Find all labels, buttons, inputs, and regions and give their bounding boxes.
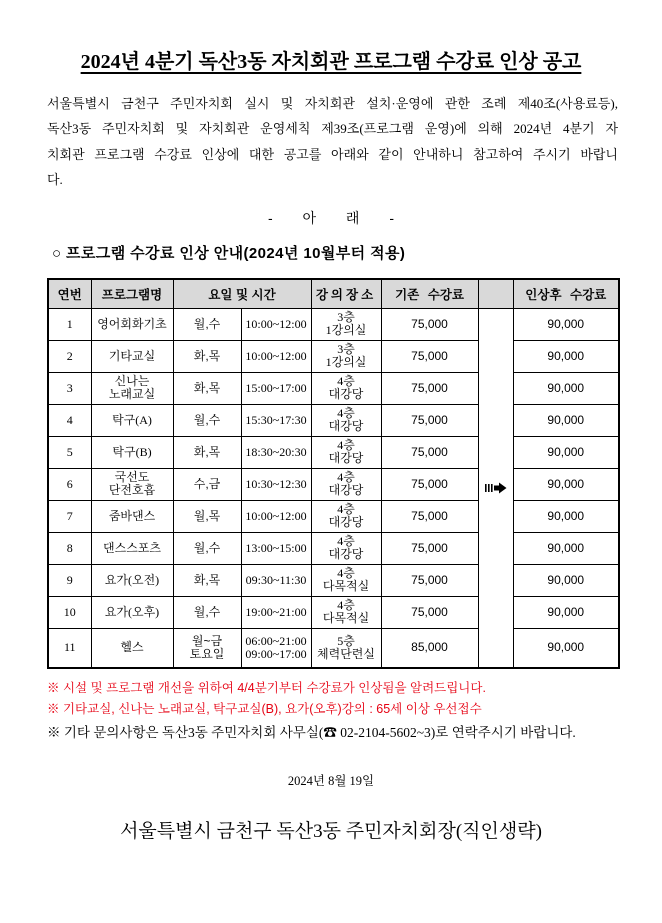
time-cell: 10:00~12:00 xyxy=(241,340,311,372)
program-name-cell: 신나는 노래교실 xyxy=(91,372,173,404)
time-cell: 10:00~12:00 xyxy=(241,308,311,340)
row-number-cell: 9 xyxy=(48,564,91,596)
row-number-cell: 8 xyxy=(48,532,91,564)
intro-line: 서울특별시 금천구 주민자치회 실시 및 자치회관 설치·운영에 관한 조례 제40조(사용료등), xyxy=(47,96,618,111)
days-cell: 월,수 xyxy=(173,404,241,436)
days-cell: 수,금 xyxy=(173,468,241,500)
room-cell: 4층 대강당 xyxy=(311,372,381,404)
row-number-cell: 3 xyxy=(48,372,91,404)
days-cell: 월~금 토요일 xyxy=(173,628,241,668)
signature: 서울특별시 금천구 독산3동 주민자치회장(직인생략) xyxy=(120,821,542,842)
header-new-fee: 인상후 수강료 xyxy=(513,279,619,308)
program-name-cell: 탁구(A) xyxy=(91,404,173,436)
room-cell: 4층 대강당 xyxy=(311,468,381,500)
time-cell: 10:30~12:30 xyxy=(241,468,311,500)
room-cell: 3층 1강의실 xyxy=(311,340,381,372)
program-name-cell: 국선도 단전호흡 xyxy=(91,468,173,500)
table-row xyxy=(48,628,619,668)
room-cell: 4층 대강당 xyxy=(311,532,381,564)
new-fee-cell: 90,000 xyxy=(513,500,619,532)
days-cell: 월,목 xyxy=(173,500,241,532)
days-cell: 월,수 xyxy=(173,308,241,340)
table-row xyxy=(48,404,619,436)
table-row xyxy=(48,372,619,404)
old-fee-cell: 75,000 xyxy=(381,468,478,500)
program-name-cell: 댄스스포츠 xyxy=(91,532,173,564)
notice-date: 2024년 8월 19일 xyxy=(287,774,375,788)
new-fee-cell: 90,000 xyxy=(513,436,619,468)
days-cell: 월,수 xyxy=(173,532,241,564)
time-cell: 06:00~21:00 09:00~17:00 xyxy=(241,628,311,668)
header-schedule: 요일 및 시간 xyxy=(173,279,311,308)
note-fee-increase: ※ 시설 및 프로그램 개선을 위하여 4/4분기부터 수강료가 인상됨을 알려드립니다. xyxy=(47,681,486,695)
document-title-text: 2024년 4분기 독산3동 자치회관 프로그램 수강료 인상 공고 xyxy=(80,51,582,73)
room-cell: 4층 다목적실 xyxy=(311,564,381,596)
program-name-cell: 탁구(B) xyxy=(91,436,173,468)
room-cell: 5층 체력단련실 xyxy=(311,628,381,668)
header-arrow-blank xyxy=(478,279,513,308)
intro-line: 치회관 프로그램 수강료 인상에 대한 공고를 아래와 같이 안내하니 참고하여 주시기 바랍니 xyxy=(47,146,618,162)
table-row xyxy=(48,596,619,628)
days-cell: 화,목 xyxy=(173,340,241,372)
header-program: 프로그램명 xyxy=(91,279,173,308)
row-number-cell: 7 xyxy=(48,500,91,532)
row-number-cell: 1 xyxy=(48,308,91,340)
section-divider-label: - 아 래 - xyxy=(267,210,395,226)
old-fee-cell: 75,000 xyxy=(381,404,478,436)
intro-line: 독산3동 주민자치회 및 자치회관 운영세칙 제39조(프로그램 운영)에 의해 2024년 4분기 자 xyxy=(47,121,618,137)
table-row xyxy=(48,436,619,468)
row-number-cell: 11 xyxy=(48,628,91,668)
old-fee-cell: 75,000 xyxy=(381,308,478,340)
table-row xyxy=(48,564,619,596)
time-cell: 19:00~21:00 xyxy=(241,596,311,628)
old-fee-cell: 75,000 xyxy=(381,436,478,468)
time-cell: 15:00~17:00 xyxy=(241,372,311,404)
intro-line: 다. xyxy=(47,172,63,188)
new-fee-cell: 90,000 xyxy=(513,404,619,436)
table-body xyxy=(48,308,619,668)
program-name-cell: 줌바댄스 xyxy=(91,500,173,532)
document-title xyxy=(0,50,662,74)
intro-paragraph xyxy=(47,91,618,193)
old-fee-cell: 75,000 xyxy=(381,564,478,596)
time-cell: 13:00~15:00 xyxy=(241,532,311,564)
table-row xyxy=(48,308,619,340)
program-name-cell: 요가(오후) xyxy=(91,596,173,628)
days-cell: 화,목 xyxy=(173,372,241,404)
old-fee-cell: 75,000 xyxy=(381,596,478,628)
room-cell: 4층 대강당 xyxy=(311,500,381,532)
table-header-row xyxy=(48,279,619,308)
old-fee-cell: 85,000 xyxy=(381,628,478,668)
arrow-column xyxy=(478,308,513,668)
old-fee-cell: 75,000 xyxy=(381,372,478,404)
table-row xyxy=(48,468,619,500)
new-fee-cell: 90,000 xyxy=(513,564,619,596)
row-number-cell: 6 xyxy=(48,468,91,500)
row-number-cell: 5 xyxy=(48,436,91,468)
header-room: 강의장소 xyxy=(311,279,381,308)
program-name-cell: 요가(오전) xyxy=(91,564,173,596)
program-name-cell: 영어회화기초 xyxy=(91,308,173,340)
new-fee-cell: 90,000 xyxy=(513,628,619,668)
time-cell: 10:00~12:00 xyxy=(241,500,311,532)
days-cell: 화,목 xyxy=(173,436,241,468)
old-fee-cell: 75,000 xyxy=(381,500,478,532)
room-cell: 3층 1강의실 xyxy=(311,308,381,340)
arrow-right-icon xyxy=(485,482,507,494)
days-cell: 월,수 xyxy=(173,596,241,628)
new-fee-cell: 90,000 xyxy=(513,532,619,564)
table-row xyxy=(48,340,619,372)
new-fee-cell: 90,000 xyxy=(513,372,619,404)
time-cell: 18:30~20:30 xyxy=(241,436,311,468)
new-fee-cell: 90,000 xyxy=(513,308,619,340)
header-old-fee: 기존 수강료 xyxy=(381,279,478,308)
header-no: 연번 xyxy=(48,279,91,308)
program-name-cell: 기타교실 xyxy=(91,340,173,372)
time-cell: 09:30~11:30 xyxy=(241,564,311,596)
room-cell: 4층 대강당 xyxy=(311,404,381,436)
new-fee-cell: 90,000 xyxy=(513,468,619,500)
program-name-cell: 헬스 xyxy=(91,628,173,668)
table-row xyxy=(48,532,619,564)
row-number-cell: 2 xyxy=(48,340,91,372)
section-heading: ○ 프로그램 수강료 인상 안내(2024년 10월부터 적용) xyxy=(52,245,406,262)
room-cell: 4층 대강당 xyxy=(311,436,381,468)
row-number-cell: 10 xyxy=(48,596,91,628)
days-cell: 화,목 xyxy=(173,564,241,596)
notes-block xyxy=(47,678,647,746)
time-cell: 15:30~17:30 xyxy=(241,404,311,436)
row-number-cell: 4 xyxy=(48,404,91,436)
table-row xyxy=(48,500,619,532)
fee-table xyxy=(47,278,620,669)
note-senior-priority: ※ 기타교실, 신나는 노래교실, 탁구교실(B), 요가(오후)강의 : 65세 이상 우선접수 xyxy=(47,702,482,716)
new-fee-cell: 90,000 xyxy=(513,596,619,628)
old-fee-cell: 75,000 xyxy=(381,340,478,372)
room-cell: 4층 다목적실 xyxy=(311,596,381,628)
new-fee-cell: 90,000 xyxy=(513,340,619,372)
old-fee-cell: 75,000 xyxy=(381,532,478,564)
note-contact: ※ 기타 문의사항은 독산3동 주민자치회 사무실(☎ 02-2104-5602~3)로 연락주시기 바랍니다. xyxy=(47,725,576,740)
